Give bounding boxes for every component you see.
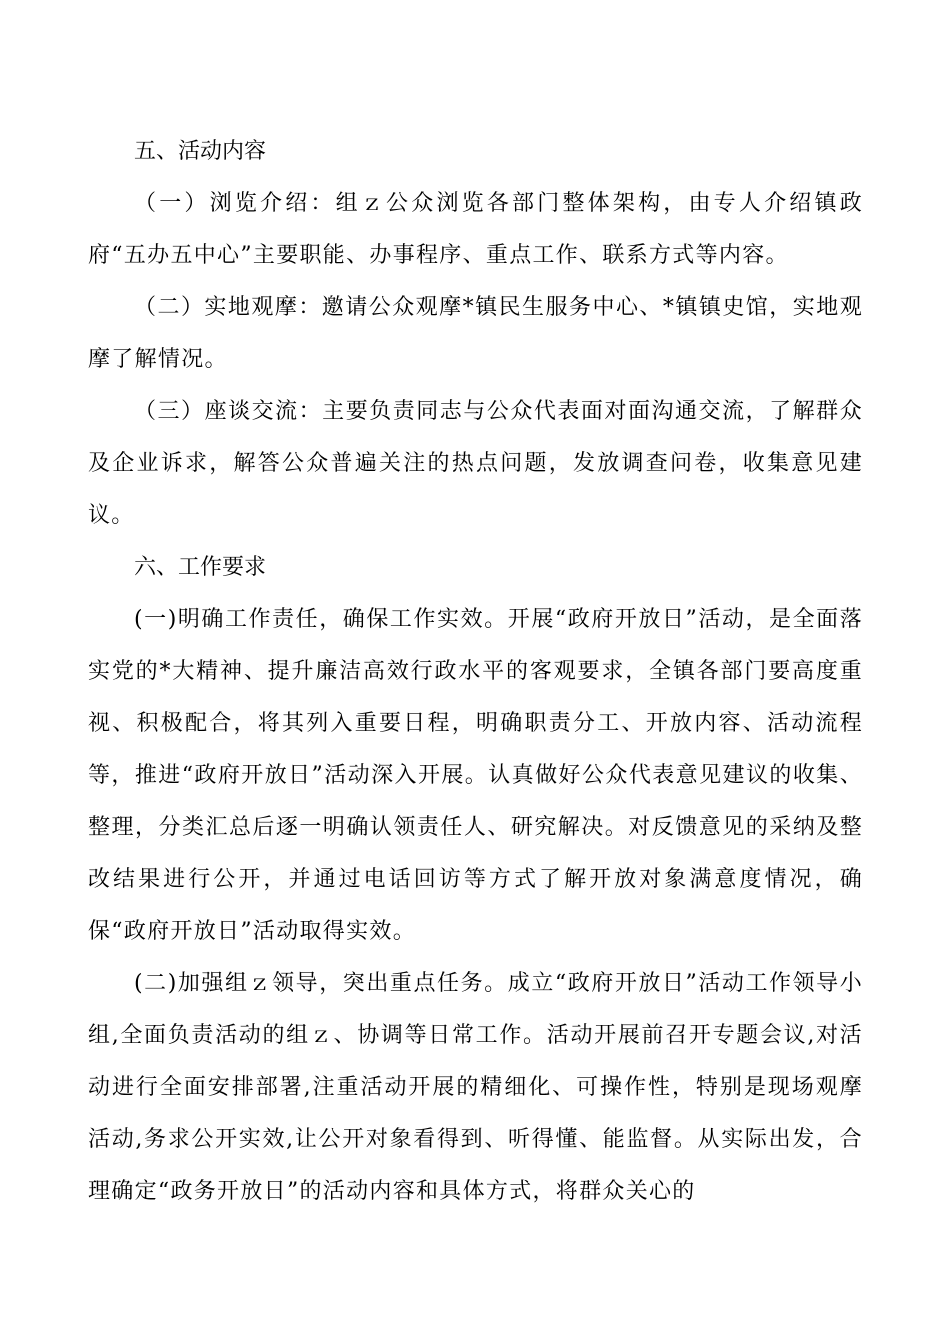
- paragraph-leadership: (二)加强组ｚ领导，突出重点任务。成立“政府开放日”活动工作领导小组,全面负责活动的组ｚ、协调等日常工作。活动开展前召开专题会议,对活动进行全面安排部署,注重活动开展的精细化、可操作性，特别是现场观摩活动,务求公开实效,让公开对象看得到、听得懂、能监督。从实际出发，合理确定“政务开放日”的活动内容和具体方式，将群众关心的: [88, 971, 863, 1204]
- paragraph-responsibility: (一)明确工作责任，确保工作实效。开展“政府开放日”活动，是全面落实党的*大精神、提升廉洁高效行政水平的客观要求，全镇各部门要高度重视、积极配合，将其列入重要日程，明确职责分工、开放内容、活动流程等，推进“政府开放日”活动深入开展。认真做好公众代表意见建议的收集、整理，分类汇总后逐一明确认领责任人、研究解决。对反馈意见的采纳及整改结果进行公开，并通过电话回访等方式了解开放对象满意度情况，确保“政府开放日”活动取得实效。: [88, 607, 863, 944]
- paragraph-browse-intro: （一）浏览介绍：组ｚ公众浏览各部门整体架构，由专人介绍镇政府“五办五中心”主要职能、办事程序、重点工作、联系方式等内容。: [88, 191, 863, 268]
- section-heading-work-requirements: 六、工作要求: [134, 555, 267, 580]
- document-page: [88, 126, 863, 1218]
- paragraph-site-visit: （二）实地观摩：邀请公众观摩*镇民生服务中心、*镇镇史馆，实地观摩了解情况。: [88, 295, 863, 372]
- paragraph-forum-exchange: （三）座谈交流：主要负责同志与公众代表面对面沟通交流，了解群众及企业诉求，解答公众普遍关注的热点问题，发放调查问卷，收集意见建议。: [88, 399, 863, 528]
- section-heading-activity-content: 五、活动内容: [134, 139, 267, 164]
